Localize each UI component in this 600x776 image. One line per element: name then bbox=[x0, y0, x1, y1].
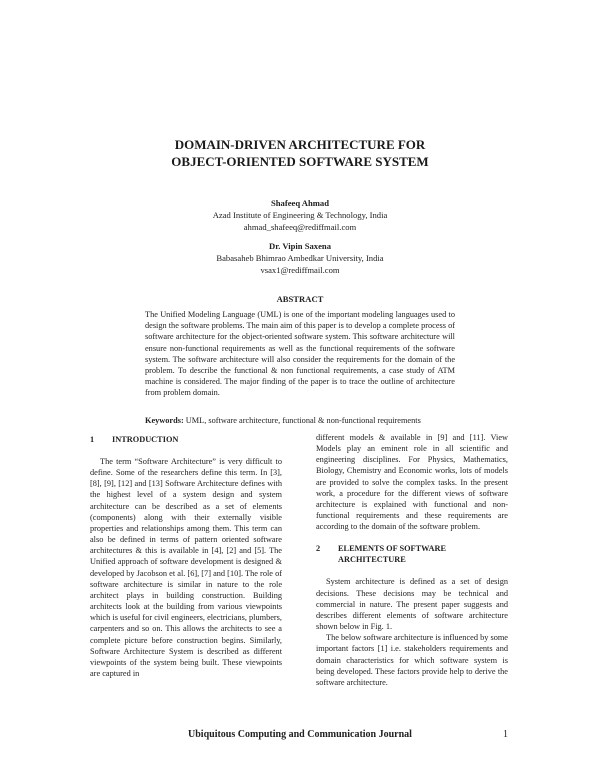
title-line-1: DOMAIN-DRIVEN ARCHITECTURE FOR bbox=[174, 137, 426, 152]
section-title: INTRODUCTION bbox=[112, 435, 179, 444]
section-title bbox=[338, 543, 446, 565]
section-number: 2 bbox=[316, 544, 321, 554]
intro-paragraph-continued: different models & available in [9] and [11]. View Models play an eminent role in all scientific and engineering disciplines. For Physics, Mathematics, Biology, Chemistry and Economic works, lots of models are provided to solve the complex tasks. In the present work, a procedure for the different views of software architecture is explained with functional and non-functional requirements and these requirements are according to the domain of the software problem. bbox=[316, 433, 508, 532]
section-title-line-1: ELEMENTS OF SOFTWARE bbox=[338, 544, 447, 554]
author-name: Dr. Vipin Saxena bbox=[268, 241, 331, 251]
author-email: ahmad_shafeeq@rediffmail.com bbox=[243, 222, 357, 232]
author-email: vsax1@rediffmail.com bbox=[260, 265, 340, 275]
section-2-paragraph-1: System architecture is defined as a set of design decisions. These decisions may be technical and commercial in nature. The present paper suggests and describes different elements of software architecture shown below in Fig. 1. bbox=[316, 577, 508, 632]
keywords-text: UML, software architecture, functional & non-functional requirements bbox=[185, 416, 421, 425]
section-number: 1 bbox=[90, 435, 95, 444]
keywords-label: Keywords: bbox=[145, 416, 184, 425]
section-2-heading bbox=[316, 543, 508, 565]
author-affiliation: Azad Institute of Engineering & Technology, India bbox=[212, 210, 388, 220]
author-block-2 bbox=[0, 240, 600, 276]
intro-paragraph-1: The term “Software Architecture” is very difficult to define. Some of the researchers define this term. In [3], [8], [9], [12] and [13] Software Architecture defines with the highest level of a system design and system architecture can be described as a set of elements (components) along with their externally visible properties and relationships among them. This term can also be defined in terms of pattern oriented software architectures & this is available in [4], [2] and [5]. The Unified approach of software development is designed & developed by Jacobson et al. [6], [7] and [10]. The role of software architecture is similar in nature to the role architect plays in building construction. Building architects look at the building from various viewpoints which is useful for civil engineers, electricians, plumbers, carpenters and so on. This allows the architects to see a complete picture before construction begins. Similarly, Software Architecture System is described as different viewpoints of the system being built. These viewpoints are captured in bbox=[90, 457, 282, 678]
section-1-heading bbox=[90, 434, 282, 445]
title-line-2: OBJECT-ORIENTED SOFTWARE SYSTEM bbox=[171, 154, 429, 169]
author-block-1 bbox=[0, 197, 600, 233]
abstract-text: The Unified Modeling Language (UML) is one of the important modeling languages used to design the software problems. The main aim of this paper is to develop a complete process of software architecture for the object-oriented software system. This software architecture will ensure non-functional requirements as well as the functional requirements of the software system. The software architecture will also consider the requirements for the domain of the problem. To describe the functional & non functional requirements, a case study of ATM machine is considered. The major finding of the paper is to trace the outline of architecture from problem domain. bbox=[145, 310, 455, 398]
author-affiliation: Babasaheb Bhimrao Ambedkar University, India bbox=[216, 253, 384, 263]
author-name: Shafeeq Ahmad bbox=[270, 198, 330, 208]
journal-footer: Ubiquitous Computing and Communication Journal bbox=[188, 729, 412, 740]
section-2-paragraph-2: The below software architecture is influenced by some important factors [1] i.e. stakeholders requirements and domain characteristics for which software system is being developed. These factors provide help to derive the software architecture. bbox=[316, 633, 508, 687]
section-title-line-2: ARCHITECTURE bbox=[338, 555, 406, 565]
left-column bbox=[90, 434, 282, 679]
keywords-line bbox=[145, 415, 465, 426]
page-number: 1 bbox=[503, 729, 508, 740]
right-column bbox=[316, 432, 508, 688]
abstract-heading: ABSTRACT bbox=[276, 294, 324, 304]
paper-title bbox=[0, 136, 600, 170]
